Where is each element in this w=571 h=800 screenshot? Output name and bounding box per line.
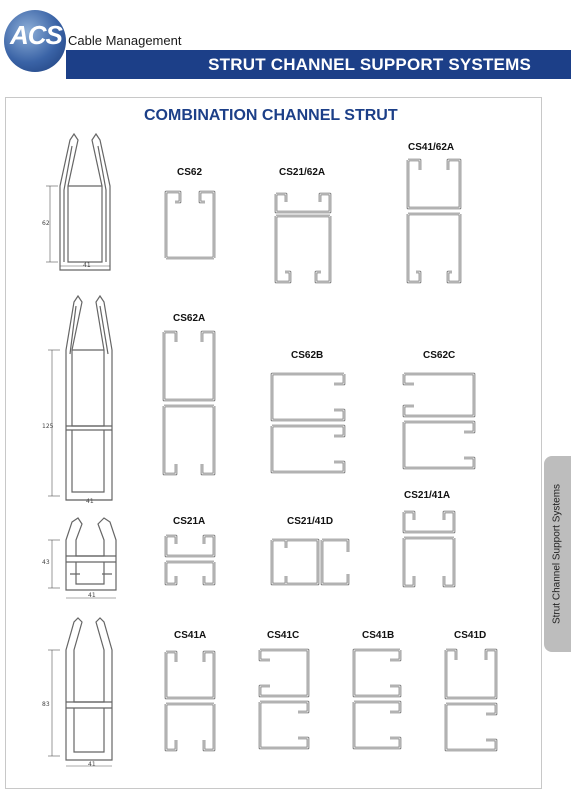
profile-cs41-62a xyxy=(408,160,460,282)
label-cs41b: CS41B xyxy=(362,630,395,641)
dim-83: 83 xyxy=(42,701,50,708)
label-cs41-62a: CS41/62A xyxy=(408,142,455,153)
label-cs21-62a: CS21/62A xyxy=(279,167,326,178)
profile-cs41c xyxy=(260,650,308,748)
iso-view-43 xyxy=(42,518,116,599)
profile-cs21a xyxy=(166,536,214,584)
dim-41c: 41 xyxy=(88,592,96,599)
label-cs41d: CS41D xyxy=(454,630,487,641)
label-cs62a: CS62A xyxy=(173,313,206,324)
label-cs21-41d: CS21/41D xyxy=(287,516,334,527)
brand-subtitle: Cable Management xyxy=(68,33,182,48)
profile-cs21-62a xyxy=(276,194,330,282)
profile-cs21-41d xyxy=(272,540,348,584)
banner-title: STRUT CHANNEL SUPPORT SYSTEMS xyxy=(208,55,531,74)
iso-view-83 xyxy=(42,618,112,768)
label-cs62c: CS62C xyxy=(423,350,456,361)
label-cs21a: CS21A xyxy=(173,516,206,527)
profile-cs41a xyxy=(166,652,214,750)
iso-view-125 xyxy=(42,296,112,505)
logo-text: ACS xyxy=(10,20,62,50)
label-cs21-41a: CS21/41A xyxy=(404,490,451,501)
dim-125: 125 xyxy=(42,423,54,430)
dim-41a: 41 xyxy=(83,262,91,269)
dim-43: 43 xyxy=(42,559,50,566)
iso-view-62 xyxy=(42,134,110,270)
dim-62: 62 xyxy=(42,220,50,227)
profile-cs62b xyxy=(272,374,344,472)
dim-41b: 41 xyxy=(86,498,94,505)
label-cs41c: CS41C xyxy=(267,630,300,641)
profile-cs41d xyxy=(446,650,496,750)
profile-cs41b xyxy=(354,650,400,748)
dim-41d: 41 xyxy=(88,761,96,768)
profile-cs62a xyxy=(164,332,214,474)
label-cs62: CS62 xyxy=(177,167,203,178)
label-cs41a: CS41A xyxy=(174,630,207,641)
profile-cs62c xyxy=(404,374,474,468)
page-title: COMBINATION CHANNEL STRUT xyxy=(144,107,398,124)
label-cs62b: CS62B xyxy=(291,350,324,361)
profile-cs21-41a xyxy=(404,512,454,586)
profile-cs62 xyxy=(166,192,214,258)
side-tab-label: Strut Channel Support Systems xyxy=(551,483,563,625)
